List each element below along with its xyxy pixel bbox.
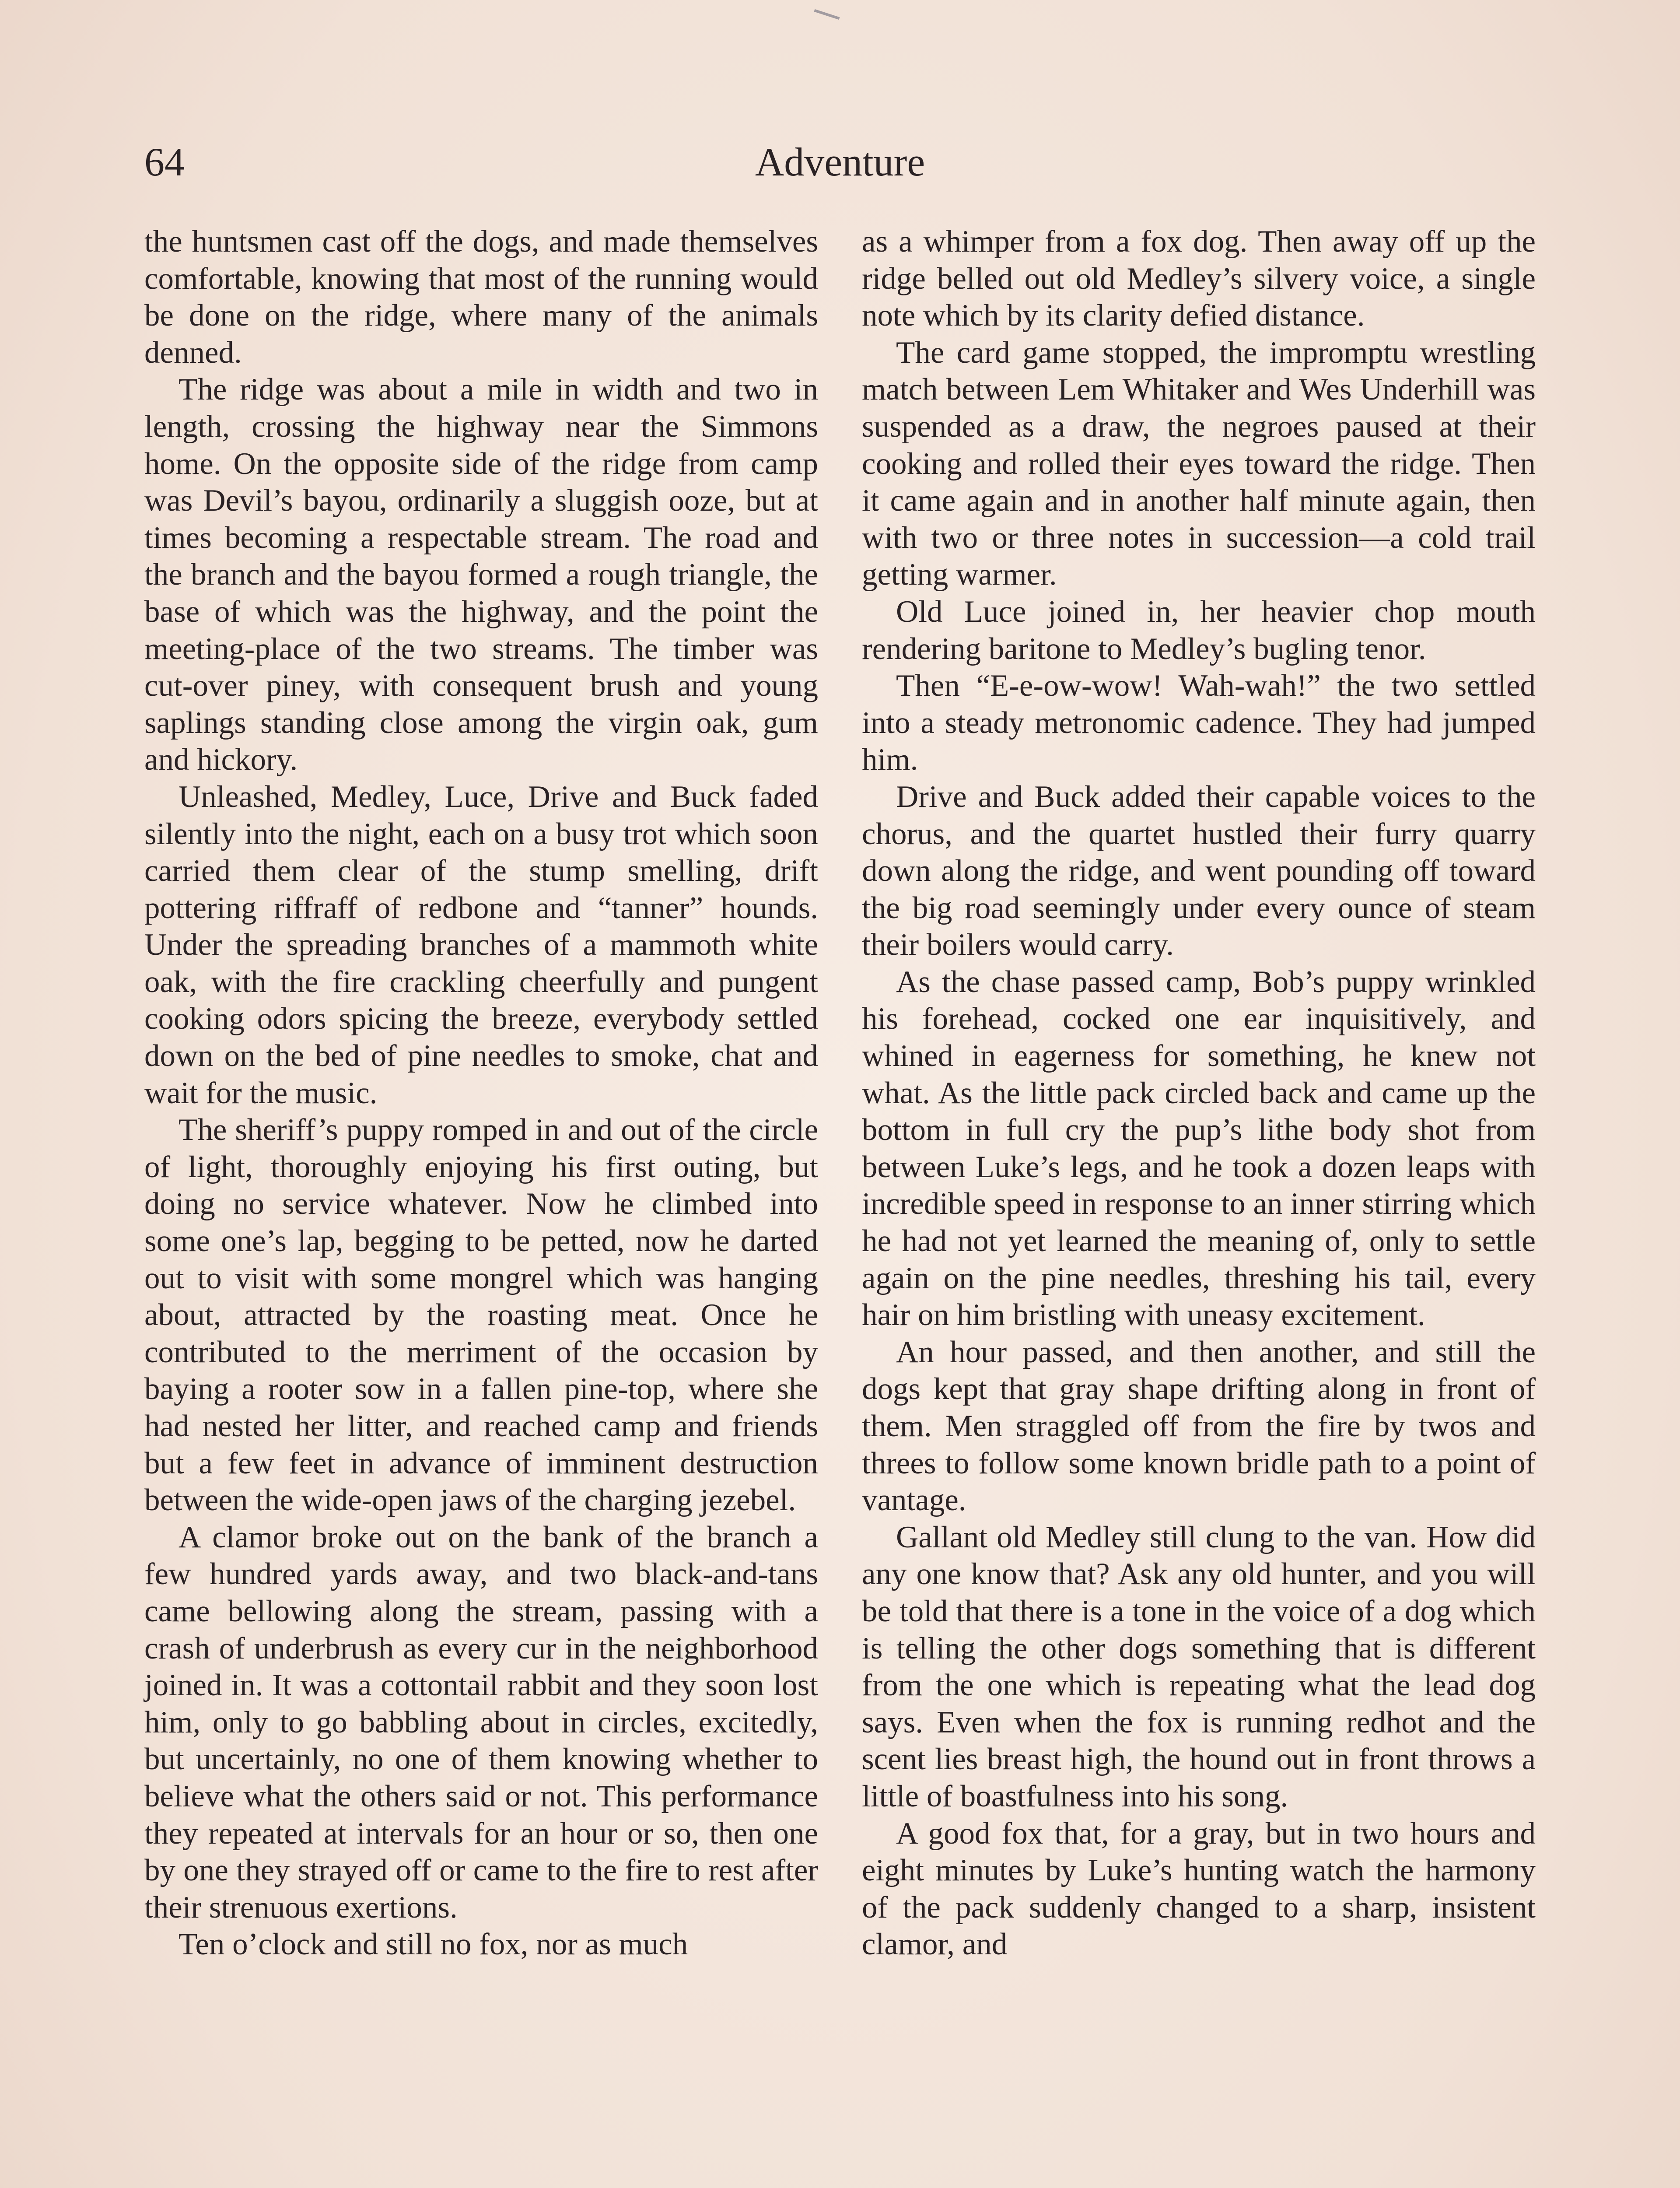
- paragraph: The sheriff’s puppy romped in and out of the circle of light, thoroughly enjoying his first outing, but doing no service whatever. Now he climbed into some one’s lap, begging to be petted, now he darted out to visit with some mongrel which was hanging about, attracted by the roasting meat. Once he contributed to the merriment of the occasion by baying a rooter sow in a fallen pine-top, where she had nested her litter, and reached camp and friends but a few feet in advance of imminent destruction between the wide-open jaws of the charging jezebel.: [144, 1113, 818, 1518]
- paragraph: Ten o’clock and still no fox, nor as much: [178, 1927, 688, 1962]
- paragraph: As the chase passed camp, Bob’s puppy wrinkled his forehead, cocked one ear inquisitively, and whined in eagerness for something, he knew not what. As the little pack circled back and came up the bottom in full cry the pup’s lithe body shot from between Luke’s legs, and he took a dozen leaps with incredible speed in response to an inner stirring which he had not yet learned the meaning of, only to settle again on the pine needles, threshing his tail, every hair on him bristling with uneasy excitement.: [862, 964, 1536, 1332]
- paragraph: Old Luce joined in, her heavier chop mouth rendering baritone to Medley’s bugling tenor.: [862, 594, 1536, 666]
- paragraph: Gallant old Medley still clung to the van. How did any one know that? Ask any old hunter, and you will be told that there is a tone in the voice of a dog which is telling the other dogs something that is different from the one which is repeating what the lead dog says. Even when the fox is running redhot and the scent lies breast high, the hound out in front throws a little of boastfulness into his song.: [862, 1520, 1536, 1813]
- running-title: Adventure: [755, 140, 925, 184]
- left-column: [144, 223, 818, 2188]
- paragraph: Drive and Buck added their capable voices to the chorus, and the quartet hustled their furry quarry down along the ridge, and went pounding off toward the big road seemingly under every ounce of steam their boilers would carry.: [862, 779, 1536, 962]
- paragraph: the huntsmen cast off the dogs, and made themselves comfortable, knowing that most of the running would be done on the ridge, where many of the animals denned.: [144, 224, 818, 370]
- page-number: 64: [144, 140, 185, 184]
- paragraph: An hour passed, and then another, and still the dogs kept that gray shape drifting along in front of them. Men straggled off from the fire by twos and threes to follow some known bridle path to a point of vantage.: [862, 1335, 1536, 1518]
- paragraph: The ridge was about a mile in width and two in length, crossing the highway near the Simmons home. On the opposite side of the ridge from camp was Devil’s bayou, ordinarily a sluggish ooze, but at times becoming a respectable stream. The road and the branch and the bayou formed a rough triangle, the base of which was the highway, and the point the meeting-place of the two streams. The timber was cut-over piney, with consequent brush and young saplings standing close among the virgin oak, gum and hickory.: [144, 372, 818, 777]
- paragraph: Unleashed, Medley, Luce, Drive and Buck faded silently into the night, each on a busy trot which soon carried them clear of the stump smelling, drift pottering riffraff of redbone and “tanner” hounds. Under the spreading branches of a mammoth white oak, with the fire crackling cheerfully and pungent cooking odors spicing the breeze, everybody settled down on the bed of pine needles to smoke, chat and wait for the music.: [144, 779, 818, 1110]
- paragraph: A good fox that, for a gray, but in two hours and eight minutes by Luke’s hunting watch the harmony of the pack suddenly changed to a sharp, insistent clamor, and: [862, 1816, 1536, 1962]
- paragraph: Then “E-e-ow-wow! Wah-wah!” the two settled into a steady metronomic cadence. They had jumped him.: [862, 669, 1536, 777]
- text-columns: [144, 223, 1536, 2188]
- page-header: [144, 131, 1536, 193]
- paragraph: A clamor broke out on the bank of the branch a few hundred yards away, and two black-and-tans came bellowing along the stream, passing with a crash of underbrush as every cur in the neighborhood joined in. It was a cottontail rabbit and they soon lost him, only to go babbling about in circles, excitedly, but uncertainly, no one of them knowing whether to believe what the others said or not. This performance they repeated at intervals for an hour or so, then one by one they strayed off or came to the fire to rest after their strenuous exertions.: [144, 1520, 818, 1925]
- paragraph: as a whimper from a fox dog. Then away off up the ridge belled out old Medley’s silvery voice, a single note which by its clarity defied distance.: [862, 224, 1536, 333]
- paragraph: The card game stopped, the impromptu wrestling match between Lem Whitaker and Wes Underhill was suspended as a draw, the negroes paused at their cooking and rolled their eyes toward the ridge. Then it came again and in another half minute again, then with two or three notes in succession—a cold trail getting warmer.: [862, 335, 1536, 592]
- right-column: [862, 223, 1536, 2188]
